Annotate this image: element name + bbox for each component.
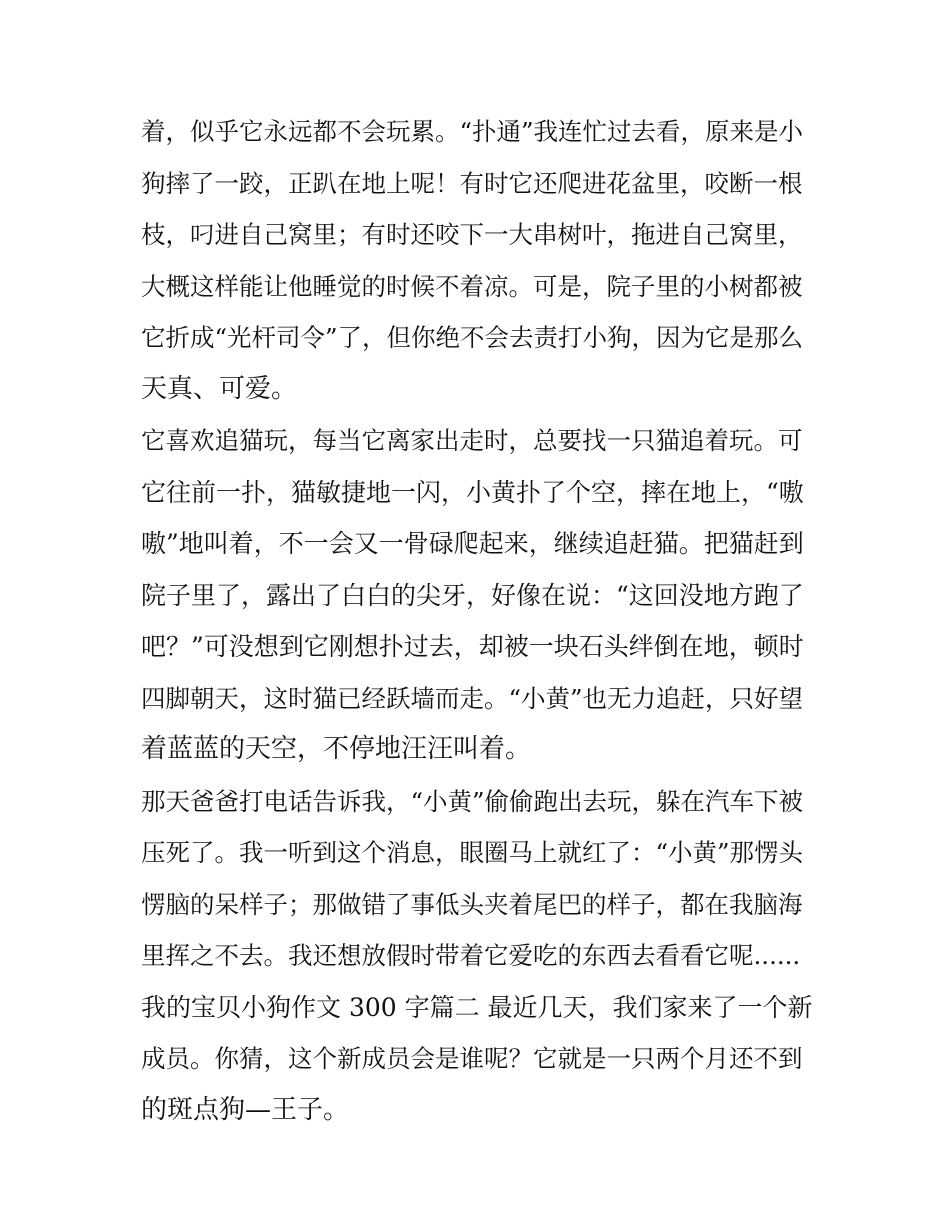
text-line: 着蓝蓝的天空，不停地汪汪叫着。 bbox=[141, 734, 532, 764]
text-line: 院子里了，露出了白白的尖牙，好像在说：“这回没地方跑了 bbox=[141, 580, 804, 610]
text-line: 嗷”地叫着，不一会又一骨碌爬起来，继续追赶猫。把猫赶到 bbox=[141, 529, 804, 558]
text-line: 天真、可爱。 bbox=[141, 373, 298, 404]
text-line: 它往前一扑，猫敏捷地一闪，小黄扑了个空，摔在地上，“嗷 bbox=[141, 477, 804, 507]
text-line: 它喜欢追猫玩，每当它离家出走时，总要找一只猫追着玩。可 bbox=[141, 426, 803, 455]
text-line: 它折成“光杆司令”了，但你绝不会去责打小狗，因为它是那么 bbox=[141, 323, 804, 352]
text-line: 我的宝贝小狗作文 300 字篇二 最近几天，我们家来了一个新 bbox=[141, 992, 813, 1022]
text-line: 吧？”可没想到它刚想扑过去，却被一块石头绊倒在地，顿时 bbox=[141, 632, 804, 661]
text-line: 压死了。我一听到这个消息，眼圈马上就红了：“小黄”那愣头 bbox=[141, 838, 804, 867]
text-line: 大概这样能让他睡觉的时候不着凉。可是，院子里的小树都被 bbox=[141, 271, 803, 301]
text-line: 的斑点狗—王子。 bbox=[141, 1094, 350, 1125]
text-line: 里挥之不去。我还想放假时带着它爱吃的东西去看看它呢...... bbox=[141, 941, 801, 970]
text-line: 愣脑的呆样子；那做错了事低头夹着尾巴的样子，都在我脑海 bbox=[141, 889, 803, 919]
body-text bbox=[141, 106, 813, 1136]
text-line: 枝，叼进自己窝里；有时还咬下一大串树叶，拖进自己窝里， bbox=[141, 220, 803, 249]
text-line: 那天爸爸打电话告诉我，“小黄”偷偷跑出去玩，躲在汽车下被 bbox=[141, 786, 804, 816]
text-line: 狗摔了一跤，正趴在地上呢！有时它还爬进花盆里，咬断一根 bbox=[141, 168, 803, 198]
text-line: 着，似乎它永远都不会玩累。“扑通”我连忙过去看，原来是小 bbox=[141, 117, 804, 146]
text-line: 成员。你猜，这个新成员会是谁呢？它就是一只两个月还不到 bbox=[141, 1044, 803, 1073]
text-line: 四脚朝天，这时猫已经跃墙而走。“小黄”也无力追赶，只好望 bbox=[141, 683, 804, 713]
